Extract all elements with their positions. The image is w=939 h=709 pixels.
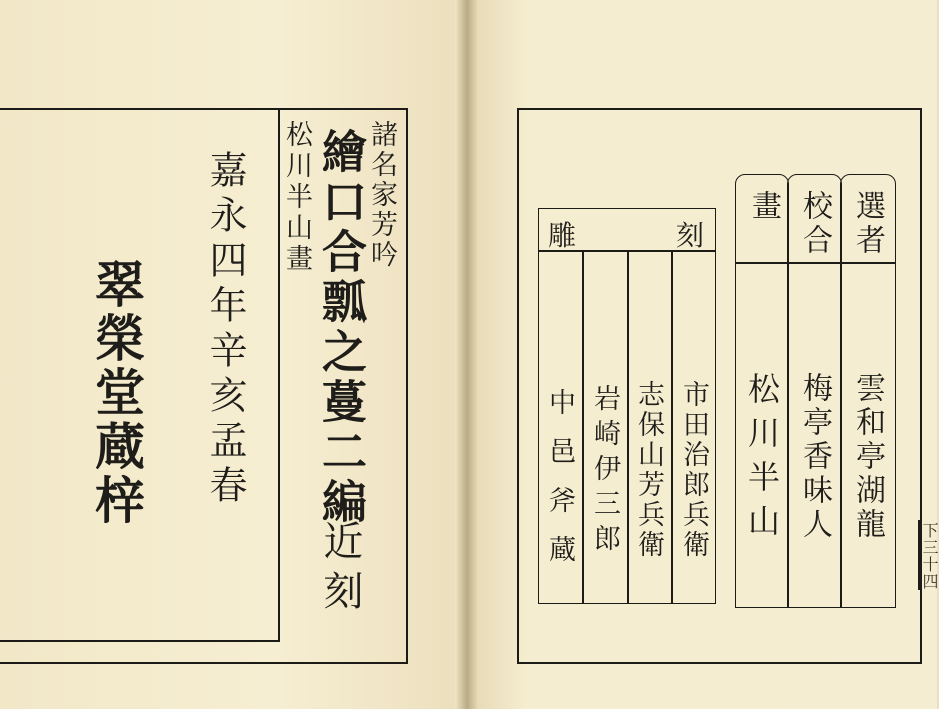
contributors-note: 諸名家芳吟	[366, 120, 397, 270]
publisher-name: 翠榮堂蔵梓	[87, 258, 146, 528]
credit-heading-rule	[735, 262, 896, 264]
carvers-label: 雕 刻	[548, 219, 706, 252]
carver-name: 志保山芳兵衛	[633, 380, 664, 560]
book-gutter	[455, 0, 477, 709]
role-illustrator: 畫	[746, 190, 781, 226]
carvers-col-rule	[627, 250, 629, 604]
carvers-col-rule	[582, 250, 584, 604]
illustrator-note: 松川半山畫	[281, 120, 312, 275]
name-proofreader: 梅亭香味人	[797, 372, 832, 542]
name-illustrator: 松川半山	[743, 372, 781, 548]
carver-name: 市田治郎兵衛	[678, 380, 709, 560]
book-title: 繪口合瓢之蔓二編	[314, 128, 367, 528]
publication-date: 嘉永四年辛亥孟春	[203, 150, 247, 510]
imprint-label: 近刻	[317, 520, 363, 620]
left-inner-divider	[278, 110, 280, 642]
carvers-col-rule	[671, 250, 673, 604]
role-proofreader: 校合	[797, 190, 832, 258]
name-editor: 雲和亭湖龍	[850, 372, 885, 542]
role-editor: 選者	[850, 190, 885, 258]
carver-name: 岩崎伊三郎	[589, 384, 620, 559]
left-bottom-rule	[0, 640, 280, 642]
edge-tab-label: 下三十四	[920, 522, 939, 590]
carver-name: 中邑斧蔵	[544, 388, 575, 584]
